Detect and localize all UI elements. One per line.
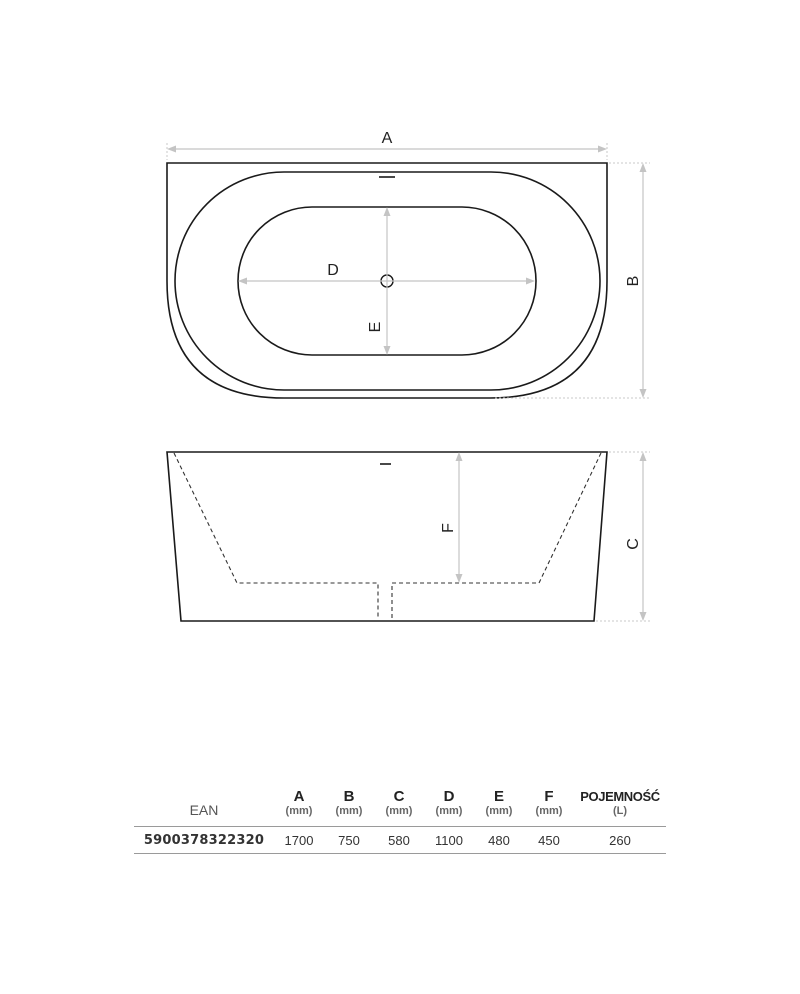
column-header-e: [474, 788, 524, 827]
capacity-unit: (L): [612, 805, 628, 817]
ean-header: EAN: [134, 788, 274, 827]
column-unit: (mm): [535, 805, 563, 817]
column-unit: (mm): [335, 805, 363, 817]
capacity-value: 260: [574, 827, 666, 854]
column-unit: (mm): [385, 805, 413, 817]
column-header-b: [324, 788, 374, 827]
column-code: C: [393, 788, 405, 805]
column-code: F: [544, 788, 554, 805]
table-header-row: [134, 788, 666, 827]
label-a: A: [381, 130, 393, 147]
label-e: E: [367, 321, 384, 333]
top-view: [167, 130, 650, 398]
column-code: D: [443, 788, 455, 805]
label-d: D: [327, 262, 339, 279]
value-d: 1100: [424, 827, 474, 854]
capacity-code: POJEMNOŚĆ: [580, 789, 660, 804]
dimensions-table: [134, 788, 666, 854]
value-f: 450: [524, 827, 574, 854]
side-view: [167, 452, 650, 621]
column-unit: (mm): [435, 805, 463, 817]
column-header-c: [374, 788, 424, 827]
column-header-capacity: [574, 788, 666, 827]
column-header-d: [424, 788, 474, 827]
label-f: F: [440, 523, 457, 533]
label-b: B: [625, 275, 642, 287]
column-code: B: [343, 788, 355, 805]
column-unit: (mm): [485, 805, 513, 817]
value-b: 750: [324, 827, 374, 854]
inner-basin-hidden-line-right: [392, 453, 601, 619]
dimension-c: [596, 452, 650, 621]
inner-basin-hidden-line: [174, 453, 378, 619]
table-row: [134, 827, 666, 854]
value-c: 580: [374, 827, 424, 854]
ean-value: 5900378322320: [134, 827, 274, 854]
column-header-f: [524, 788, 574, 827]
column-code: A: [293, 788, 305, 805]
column-header-a: [274, 788, 324, 827]
column-code: E: [493, 788, 504, 805]
value-e: 480: [474, 827, 524, 854]
column-unit: (mm): [285, 805, 313, 817]
tub-side-outline: [167, 452, 607, 621]
dimension-f: [456, 452, 463, 583]
value-a: 1700: [274, 827, 324, 854]
label-c: C: [625, 538, 642, 550]
